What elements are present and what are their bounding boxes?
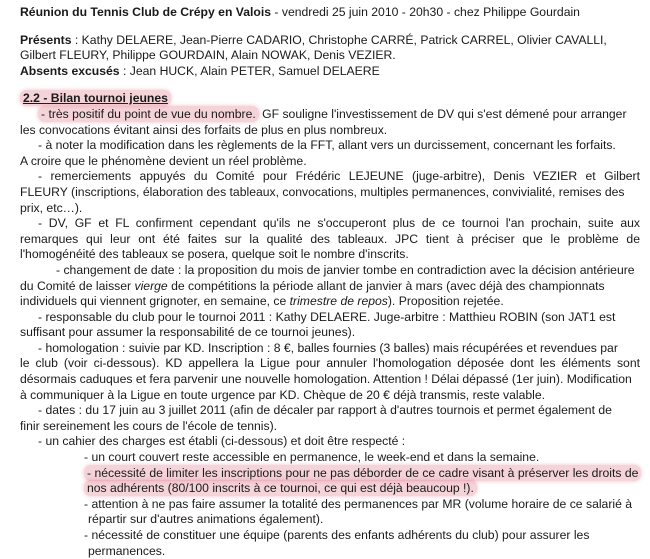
text-line: - dates : du 17 juin au 3 juillet 2011 (afin de décaler par rapport à d'autres tournois et permet également de	[38, 403, 612, 418]
present-names-1: : Kathy DELAERE, Jean-Pierre CADARIO, Christophe CARRÉ, Patrick CARREL, Olivier CAVALLI,	[71, 32, 607, 47]
text-line: - un court couvert reste accessible en permanence, le week-end et dans la semaine.	[84, 450, 540, 465]
text-line: - DV, GF et FL confirment cependant qu'ils ne s'occuperont plus de ce tournoi l'an prochain, suite aux	[38, 216, 640, 231]
text-line: FLEURY (inscriptions, élaboration des tableaux, convocations, multiples permanences, convivialité, remises des	[20, 184, 625, 199]
highlighted-text: - très positif du point de vue du nombre.	[38, 106, 259, 122]
meeting-date-place: - vendredi 25 juin 2010 - 20h30 - chez Philippe Gourdain	[271, 5, 580, 19]
text-line: désormais caduques et fera parvenir une nouvelle homologation. Attention ! Délai dépassé (1er juin). Modification	[20, 372, 632, 387]
section-heading-row	[20, 91, 640, 107]
text-line: prix, etc…).	[20, 200, 83, 215]
meeting-minutes	[20, 5, 640, 559]
highlighted-text: - nécessité de limiter les inscriptions pour ne pas déborder de ce cadre visant à préserver les droits de	[84, 465, 641, 481]
text-line: l'homogénéité des tableaux se posera, quelque soit le nombre d'inscrits.	[20, 247, 409, 262]
text-line	[20, 466, 640, 482]
text-line: suffisant pour assumer la responsabilité de ce tournoi jeunes).	[20, 325, 356, 340]
present-line-1	[20, 33, 640, 49]
text-line: permanences.	[88, 543, 166, 558]
text-line: individuels qui viennent grignoter, en semaine, ce trimestre de repos). Proposition rejetée.	[20, 294, 504, 309]
absent-line	[20, 64, 640, 80]
text-line: - responsable du club pour le tournoi 2011 : Kathy DELAERE. Juge-arbitre : Matthieu ROBIN (son JAT1 est	[38, 309, 616, 324]
text-line: - remerciements appuyés du Comité pour Frédéric LEJEUNE (juge-arbitre), Denis VEZIER et Gilbert	[38, 169, 640, 184]
text-line: - changement de date : la proposition du mois de janvier tombe en contradiction avec la décision antérieure	[56, 262, 635, 277]
text-line: les convocations évitant ainsi des forfaits de plus en plus nombreux.	[20, 122, 388, 137]
highlighted-text: nos adhérents (80/100 inscrits à ce tournoi, ce qui est déjà beaucoup !).	[84, 480, 477, 496]
text-line: - nécessité de constituer une équipe (parents des enfants adhérents du club) pour assurer les	[84, 528, 590, 542]
text-line: du Comité de laisser vierge de compétitions la période allant de janvier à mars (avec déjà des championnats	[20, 278, 605, 293]
absent-names: : Jean HUCK, Alain PETER, Samuel DELAERE	[119, 63, 380, 78]
present-line-2: Gilbert FLEURY, Philippe GOURDAIN, Alain NOWAK, Denis VEZIER.	[20, 48, 396, 63]
text-line: A croire que le phénomène devient un réel problème.	[20, 153, 307, 168]
text-line: répartir sur d'autres animations également).	[88, 512, 324, 527]
meeting-header	[20, 5, 640, 21]
text-line	[20, 481, 640, 497]
text-line: - à noter la modification dans les règlements de la FFT, allant vers un durcissement, concernant les forfaits.	[38, 138, 616, 153]
text-line: - homologation : suivie par KD. Inscription : 8 €, balles fournies (3 balles) mais récupérées et revendues par	[38, 340, 618, 355]
text-line: finir sereinement les cours de l'école de tennis).	[20, 418, 278, 433]
meeting-title: Réunion du Tennis Club de Crépy en Valois	[20, 5, 272, 19]
text-line: remarques qui leur ont été faites sur la qualité des tableaux. JPC tient à préciser que le problème de	[20, 231, 640, 246]
text-line: le club (voir ci-dessous). KD appellera la Ligue pour annuler l'homologation déposée dont les éléments sont	[20, 356, 640, 371]
absent-label: Absents excusés	[20, 63, 120, 78]
section-heading: 2.2 - Bilan tournoi jeunes	[20, 90, 171, 106]
text-line: à communiquer à la Ligue en toute urgence par KD. Chèque de 20 € déjà transmis, reste valable.	[20, 387, 546, 402]
text-line: - un cahier des charges est établi (ci-dessous) et doit être respecté :	[38, 434, 406, 449]
text-line: - attention à ne pas faire assumer la totalité des permanences par MR (volume horaire de ce salarié à	[84, 496, 633, 511]
present-label: Présents	[20, 32, 72, 47]
text-line: - très positif du point de vue du nombre. GF souligne l'investissement de DV qui s'est démené pour arranger	[20, 107, 640, 123]
